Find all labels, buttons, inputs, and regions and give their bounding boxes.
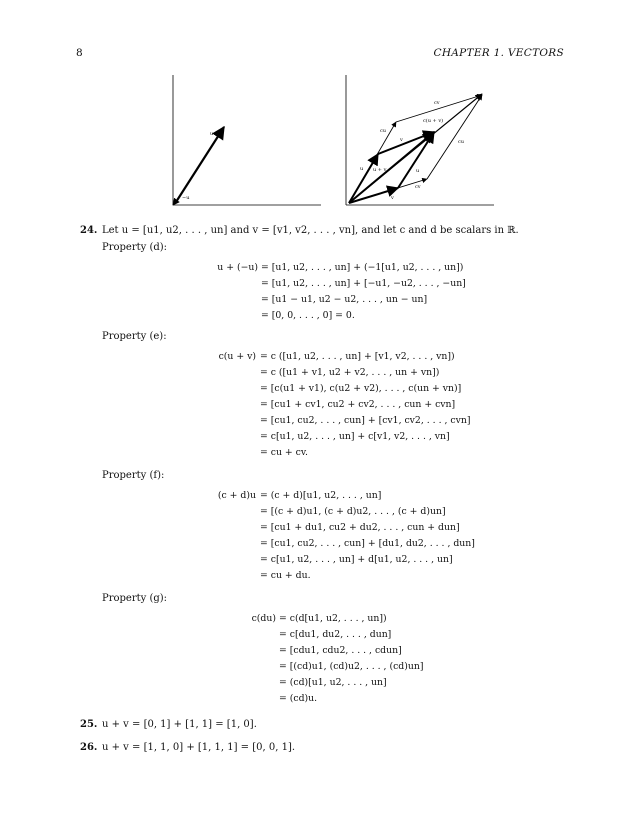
vector-v-mid (378, 132, 434, 154)
label-cv-top: cv (434, 100, 440, 106)
equation-line: = [(c + d)u1, (c + d)u2, . . . , (c + d)un] (260, 506, 446, 517)
equation-lhs: c(u + v) (218, 351, 256, 362)
equation-line: = (cd)u. (279, 693, 318, 704)
property-f-title: Property (f): (102, 470, 165, 481)
equation-line: = [cdu1, cdu2, . . . , cdun] (279, 645, 402, 656)
label-v-bottom: v (391, 195, 394, 201)
page-number: 8 (76, 47, 83, 59)
equation-line: = cu + cv. (260, 447, 308, 458)
problem-26-number: 26. (80, 742, 98, 753)
equation-lhs: (c + d)u (217, 490, 256, 501)
equation-line: = [0, 0, . . . , 0] = 0. (261, 310, 355, 321)
equation-line: = c(d[u1, u2, . . . , un]) (279, 613, 387, 624)
equation-line: = c[u1, u2, . . . , un] + d[u1, u2, . . . , un] (260, 554, 453, 565)
equation-line: = c[du1, du2, . . . , dun] (279, 629, 392, 640)
equation-line: = [cu1, cu2, . . . , cun] + [du1, du2, . . . , dun] (260, 538, 475, 549)
chapter-heading: CHAPTER 1. VECTORS (433, 47, 564, 59)
equation-line: = (cd)[u1, u2, . . . , un] (279, 677, 387, 688)
vector-cu-right (427, 95, 482, 179)
equation-line: = [u1, u2, . . . , un] + [−u1, −u2, . . . , −un] (261, 278, 466, 289)
property-g-title: Property (g): (102, 593, 168, 604)
figure-right (339, 75, 495, 209)
equation-line: = (c + d)[u1, u2, . . . , un] (260, 490, 382, 501)
equation-line: = c ([u1, u2, . . . , un] + [v1, v2, . . . , vn]) (260, 351, 455, 362)
property-d-title: Property (d): (102, 242, 168, 253)
label-neg-u: −u (182, 195, 190, 201)
problem-25-number: 25. (80, 719, 98, 730)
problem-25-text: u + v = [0, 1] + [1, 1] = [1, 0]. (102, 719, 257, 730)
equation-line: = [u1, u2, . . . , un] + (−1[u1, u2, . . . , un]) (261, 262, 464, 273)
label-cv-bottom: cv (415, 184, 421, 190)
vector-u-arrow (176, 127, 224, 202)
label-u-plus-v: u + v (373, 167, 387, 173)
vector-u-right (398, 132, 434, 188)
label-u-right: u (416, 168, 420, 174)
equation-line: = [cu1 + du1, cu2 + du2, . . . , cun + dun] (260, 522, 460, 533)
label-u-left: u (360, 166, 364, 172)
figure-left (166, 75, 322, 209)
vector-neg-u-arrow (173, 196, 180, 205)
label-c-u-plus-v: c(u + v) (423, 118, 444, 124)
property-e-title: Property (e): (102, 331, 167, 342)
equation-line: = [c(u1 + v1), c(u2 + v2), . . . , c(un + vn)] (260, 383, 462, 394)
label-v-mid: v (400, 137, 403, 143)
label-cu-left: cu (380, 128, 387, 134)
equation-line: = c ([u1 + v1, u2 + v2, . . . , un + vn]) (260, 367, 440, 378)
problem-24-number: 24. (80, 225, 98, 236)
equation-line: = [cu1 + cv1, cu2 + cv2, . . . , cun + cvn] (260, 399, 456, 410)
equation-line: = [(cd)u1, (cd)u2, . . . , (cd)un] (279, 661, 424, 672)
label-u: u (210, 131, 214, 137)
equation-line: = [cu1, cu2, . . . , cun] + [cv1, cv2, . . . , cvn] (260, 415, 471, 426)
equation-line: = [u1 − u1, u2 − u2, . . . , un − un] (261, 294, 428, 305)
equation-lhs: u + (−u) (217, 262, 258, 273)
equation-lhs: c(du) (251, 613, 276, 624)
equation-line: = cu + du. (260, 570, 311, 581)
problem-26-text: u + v = [1, 1, 0] + [1, 1, 1] = [0, 0, 1]. (102, 742, 296, 753)
problem-24-intro: Let u = [u1, u2, . . . , un] and v = [v1, v2, . . . , vn], and let c and d be scalars in ℝ. (102, 225, 519, 236)
label-cu-right: cu (458, 139, 465, 145)
equation-line: = c[u1, u2, . . . , un] + c[v1, v2, . . . , vn] (260, 431, 450, 442)
